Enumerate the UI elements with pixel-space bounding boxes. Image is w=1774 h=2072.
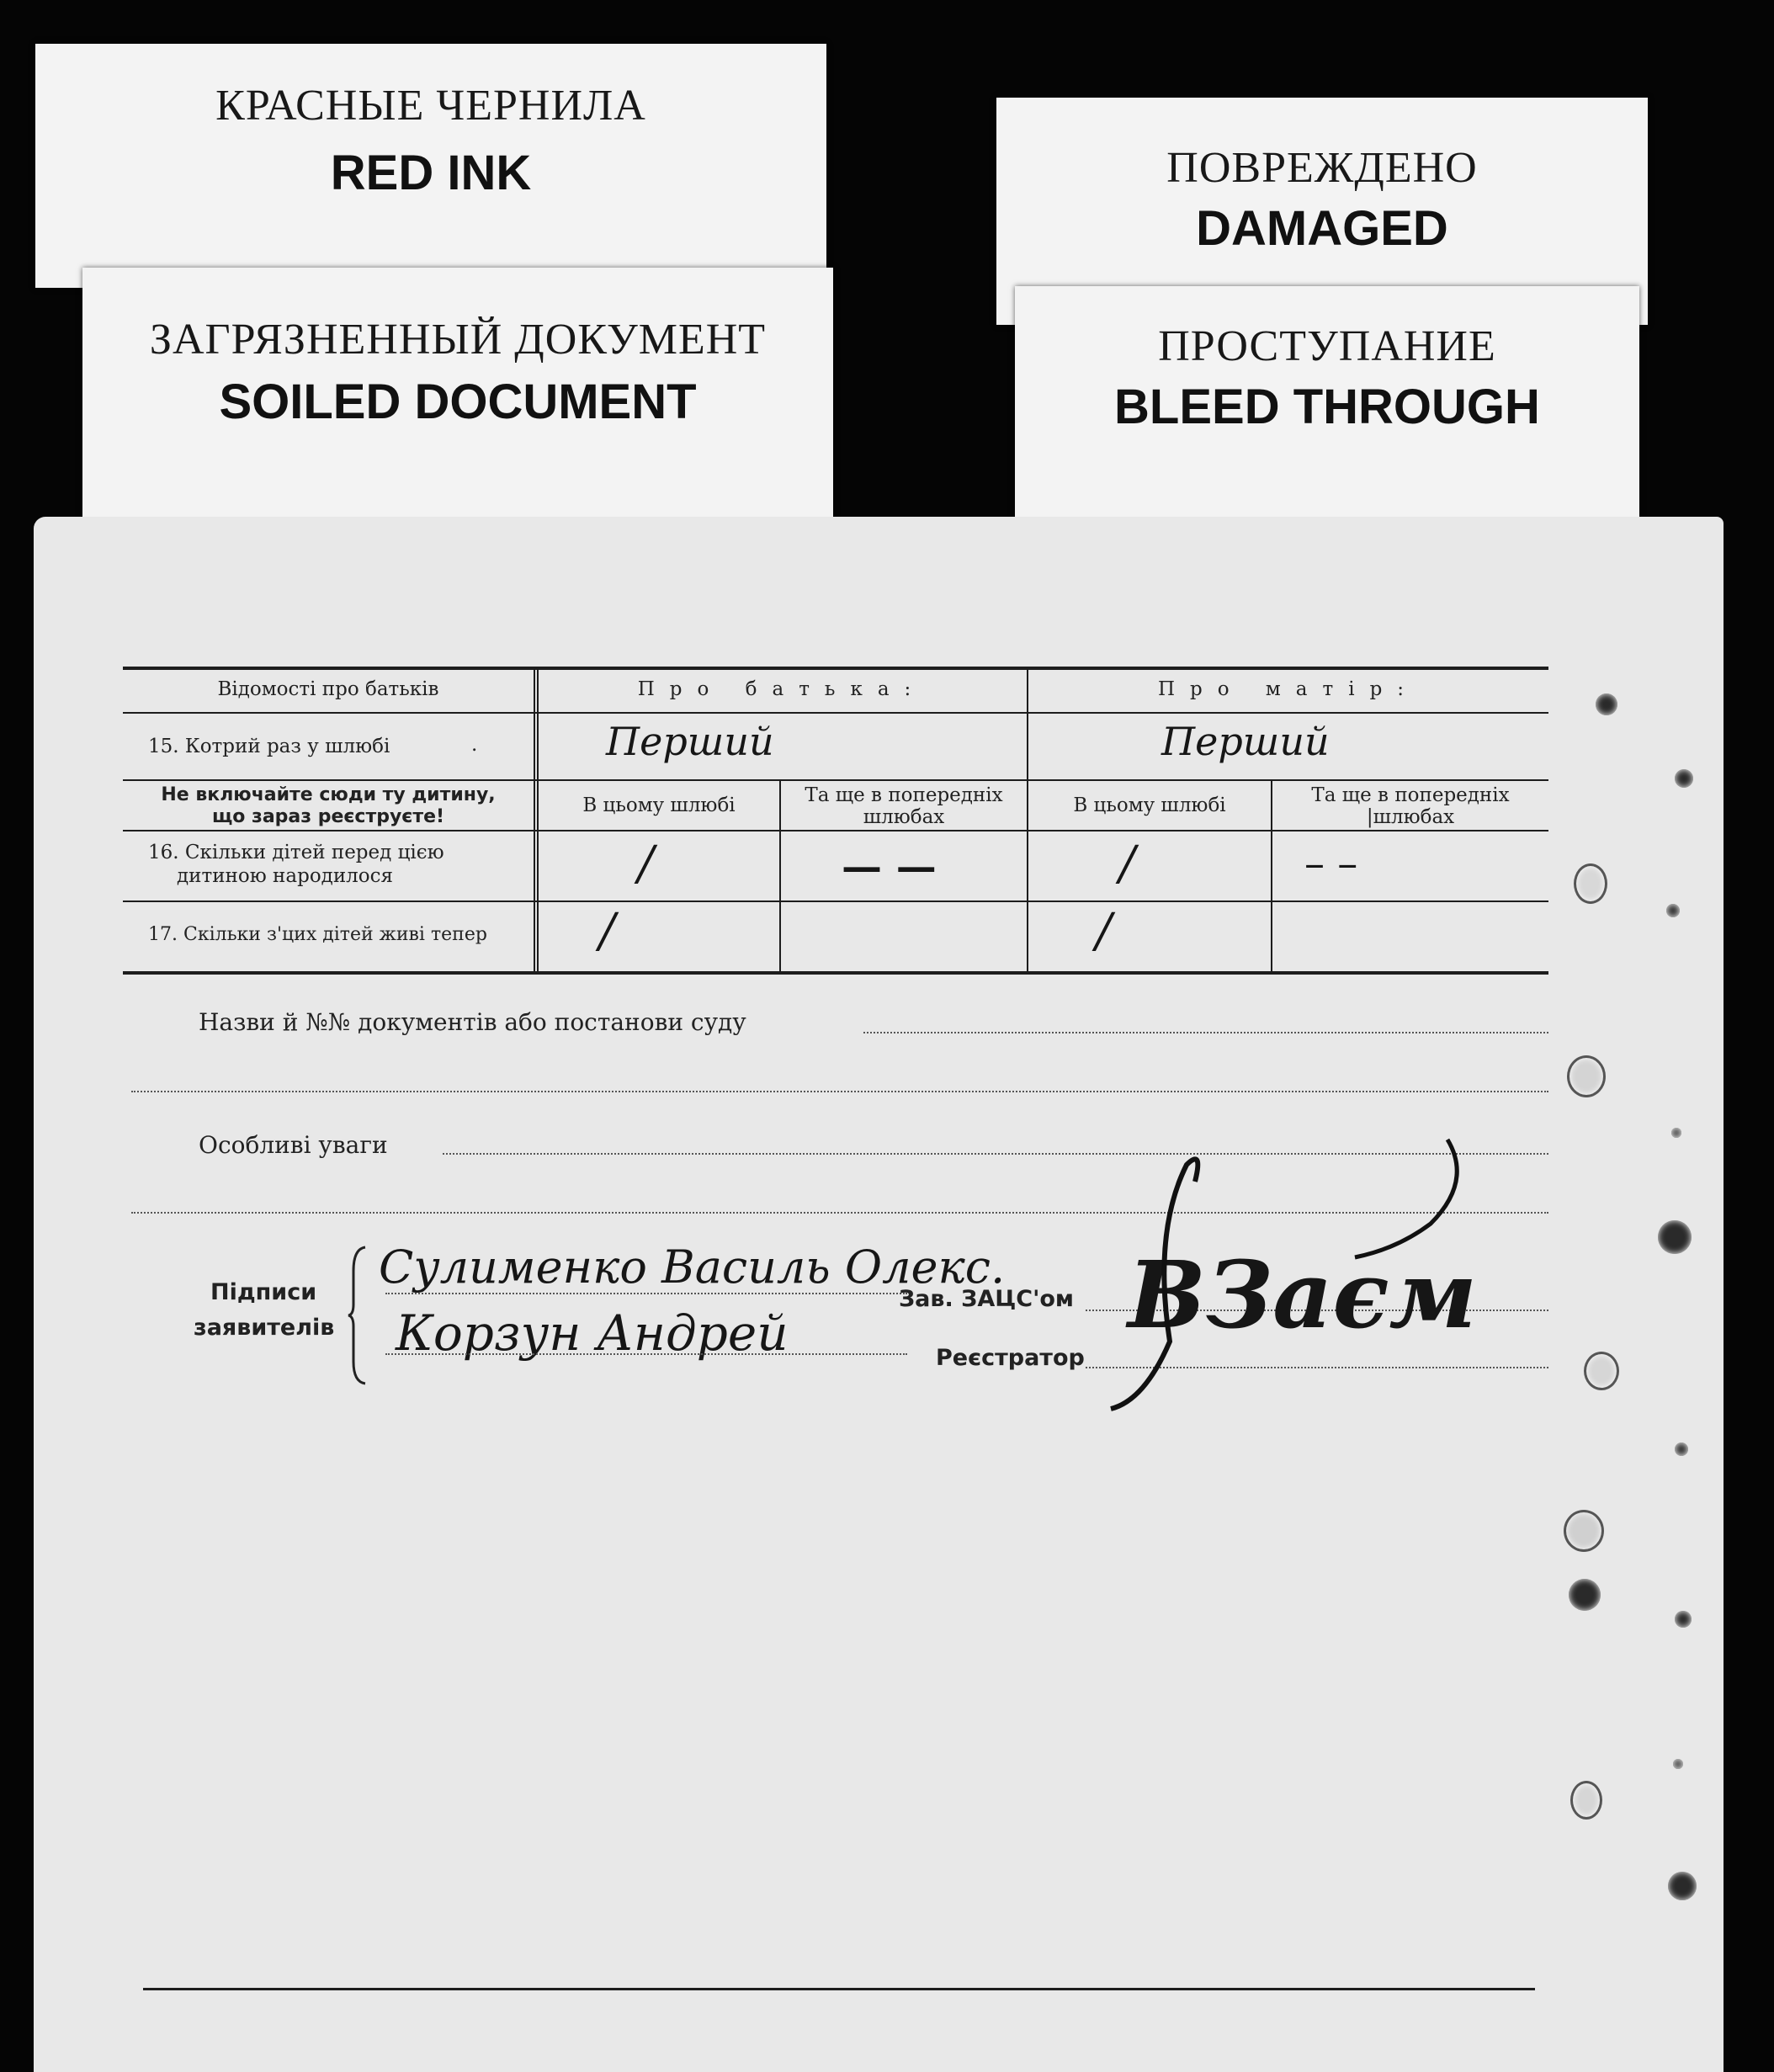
father-prev-marriages-header-line1: Та ще в попередніх [805, 784, 1003, 806]
binding-hole [1668, 1872, 1697, 1900]
binding-hole [1673, 1759, 1683, 1769]
exclude-child-note-line2: що зараз реєструєте! [211, 806, 445, 827]
bleed-through-label-ru: ПРОСТУПАНИЕ [1158, 322, 1496, 370]
red-ink-label [35, 44, 826, 288]
form-bottom-rule [143, 1988, 1535, 1990]
mother-this-marriage-header: В цьому шлюбі [1073, 794, 1226, 816]
table-col-divider [534, 670, 535, 971]
damaged-label-en: DAMAGED [1196, 201, 1448, 256]
row17-mother-this-handwriting: / [1096, 904, 1112, 959]
header-about-father: Про батька: [637, 678, 927, 700]
binding-hole [1658, 1220, 1692, 1254]
table-rule [123, 901, 1548, 902]
registration-form-sheet [34, 517, 1724, 2072]
signature-line [385, 1353, 907, 1355]
signatures-brace [347, 1246, 372, 1385]
father-prev-marriages-header-line2: шлюбах [863, 806, 945, 828]
header-parents-info: Відомості про батьків [217, 678, 439, 700]
red-ink-label-en: RED INK [330, 146, 532, 200]
binding-hole [1567, 1055, 1606, 1097]
documents-field-label: Назви й №№ документів або постанови суду [199, 1008, 746, 1036]
row16-mother-prev-handwriting: – – [1304, 840, 1358, 887]
binding-hole [1675, 769, 1693, 788]
binding-hole [1569, 1579, 1601, 1611]
row16-father-prev-handwriting: — — [842, 843, 937, 890]
signature-line [385, 1293, 907, 1294]
binding-hole [1675, 1611, 1692, 1628]
table-rule [123, 712, 1548, 714]
signatures-label-line1: Підписи [210, 1279, 317, 1305]
signatures-label-line2: заявителів [194, 1315, 335, 1341]
soiled-document-label-ru: ЗАГРЯЗНЕННЫЙ ДОКУМЕНТ [149, 316, 767, 364]
binding-hole [1564, 1510, 1604, 1552]
row15-label: 15. Котрий раз у шлюбі [148, 736, 390, 757]
documents-field-line [863, 1032, 1548, 1033]
official-signature-flourish [1077, 1131, 1548, 1417]
exclude-child-note-line1: Не включайте сюди ту дитину, [161, 784, 496, 805]
row16-label-line2: дитиною народилося [177, 865, 394, 887]
mother-prev-marriages-header-line1: Та ще в попередніх [1311, 784, 1510, 806]
official-signature: ВЗаєм [1128, 1241, 1478, 1349]
documents-field-line [131, 1091, 1548, 1092]
row17-father-this-handwriting: / [599, 904, 615, 959]
remarks-field-label: Особливі уваги [199, 1131, 388, 1159]
row15-father-handwriting: Перший [606, 719, 774, 764]
binding-hole [1596, 693, 1617, 715]
header-about-mother: Про матір: [1157, 678, 1420, 700]
father-this-marriage-header: В цьому шлюбі [582, 794, 736, 816]
row17-label: 17. Скільки з'цих дітей живі тепер [148, 924, 487, 945]
table-top-rule [123, 667, 1548, 670]
row16-label-line1: 16. Скільки дітей перед цією [148, 842, 444, 863]
mother-prev-marriages-header-line2: |шлюбах [1366, 806, 1455, 828]
soiled-document-label-en: SOILED DOCUMENT [219, 375, 697, 429]
table-bottom-rule [123, 971, 1548, 975]
binding-hole [1666, 904, 1680, 917]
row16-mother-this-handwriting: / [1119, 837, 1135, 891]
binding-hole [1671, 1128, 1681, 1138]
binding-hole [1574, 863, 1607, 904]
head-of-registry-label: Зав. ЗАЦС'ом [899, 1286, 1074, 1312]
binding-hole [1675, 1442, 1688, 1456]
binding-hole [1570, 1781, 1602, 1820]
row15-mother-handwriting: Перший [1161, 719, 1330, 764]
red-ink-label-ru: КРАСНЫЕ ЧЕРНИЛА [215, 82, 646, 130]
table-rule [123, 830, 1548, 831]
soiled-document-label [82, 268, 833, 520]
damaged-label-ru: ПОВРЕЖДЕНО [1166, 144, 1478, 192]
applicant2-signature: Корзун Андрей [396, 1304, 789, 1362]
table-rule [123, 779, 1548, 781]
table-col-divider [1027, 670, 1028, 971]
applicant1-signature: Сулименко Василь Олекс. [379, 1241, 1006, 1294]
leader-dot: . [471, 734, 478, 756]
registrar-label: Реєстратор [936, 1345, 1085, 1371]
bleed-through-label [1015, 286, 1639, 520]
row16-father-this-handwriting: / [638, 837, 654, 891]
table-col-divider [537, 670, 539, 971]
bleed-through-label-en: BLEED THROUGH [1114, 380, 1540, 434]
binding-hole [1584, 1352, 1619, 1390]
